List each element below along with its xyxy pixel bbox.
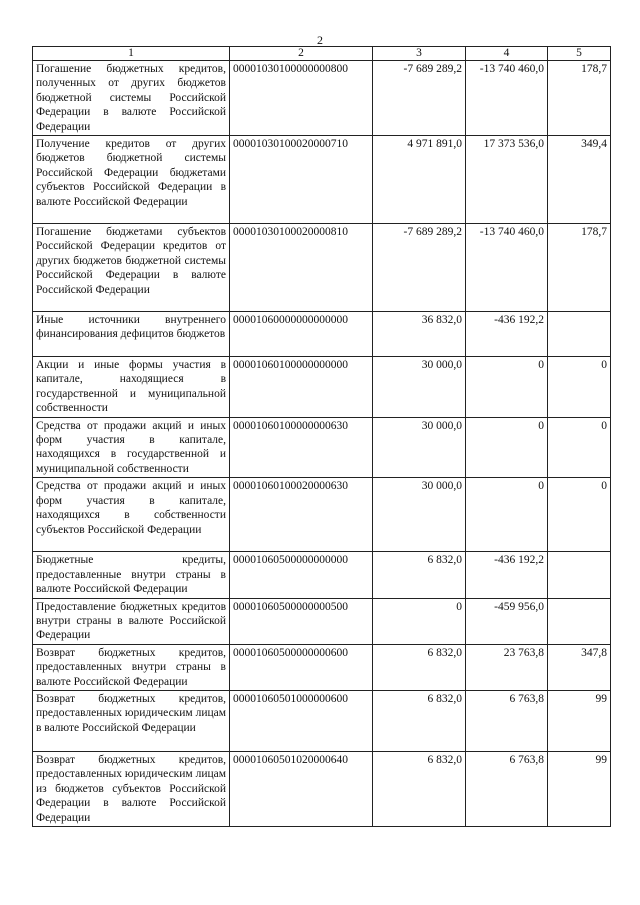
row-value-col3: 30 000,0 — [373, 478, 466, 552]
row-value-col5: 99 — [548, 751, 611, 826]
row-value-col4: 0 — [466, 417, 548, 478]
row-name: Возврат бюджетных кредитов, предоставленных внутри страны в валюте Российской Федерации — [33, 644, 230, 690]
column-header-1: 1 — [33, 47, 230, 61]
row-value-col5: 178,7 — [548, 61, 611, 136]
table-row — [33, 417, 611, 478]
row-code: 00001060500000000600 — [230, 644, 373, 690]
row-name: Средства от продажи акций и иных форм участия в капитале, находящихся в государственной и муниципальной собственности — [33, 417, 230, 478]
row-code: 00001060100000000630 — [230, 417, 373, 478]
row-name: Средства от продажи акций и иных форм участия в капитале, находящихся в собственности субъектов Российской Федерации — [33, 478, 230, 552]
row-name: Предоставление бюджетных кредитов внутри страны в валюте Российской Федерации — [33, 598, 230, 644]
row-value-col5: 99 — [548, 690, 611, 751]
row-value-col5 — [548, 552, 611, 598]
row-code: 00001060100020000630 — [230, 478, 373, 552]
row-code: 00001060501000000600 — [230, 690, 373, 751]
row-value-col5: 0 — [548, 417, 611, 478]
row-value-col4: 0 — [466, 478, 548, 552]
row-value-col4: -13 740 460,0 — [466, 61, 548, 136]
row-code: 00001030100020000810 — [230, 224, 373, 312]
row-name: Акции и иные формы участия в капитале, находящиеся в государственной и муниципальной собственности — [33, 357, 230, 418]
budget-sources-table — [32, 46, 611, 827]
row-value-col4: -459 956,0 — [466, 598, 548, 644]
table-row — [33, 598, 611, 644]
row-value-col5: 347,8 — [548, 644, 611, 690]
row-value-col3: 6 832,0 — [373, 644, 466, 690]
row-name: Иные источники внутреннего финансирования дефицитов бюджетов — [33, 312, 230, 357]
page-number: 2 — [317, 33, 323, 47]
row-code: 00001030100000000800 — [230, 61, 373, 136]
table-header-row — [33, 47, 611, 61]
row-value-col3: 6 832,0 — [373, 552, 466, 598]
row-value-col5 — [548, 312, 611, 357]
row-value-col3: -7 689 289,2 — [373, 224, 466, 312]
column-header-3: 3 — [373, 47, 466, 61]
row-value-col4: 6 763,8 — [466, 751, 548, 826]
row-value-col3: 30 000,0 — [373, 357, 466, 418]
row-value-col4: 17 373 536,0 — [466, 136, 548, 224]
row-name: Погашение бюджетных кредитов, полученных от других бюджетов бюджетной системы Российской Федерации в валюте Российской Федерации — [33, 61, 230, 136]
row-value-col4: -436 192,2 — [466, 312, 548, 357]
row-value-col4: -13 740 460,0 — [466, 224, 548, 312]
table-row — [33, 61, 611, 136]
row-value-col4: -436 192,2 — [466, 552, 548, 598]
table-row — [33, 136, 611, 224]
row-name: Получение кредитов от других бюджетов бюджетной системы Российской Федерации бюджетами субъектов Российской Федерации в валюте Российской Федерации — [33, 136, 230, 224]
row-value-col3: -7 689 289,2 — [373, 61, 466, 136]
row-value-col3: 0 — [373, 598, 466, 644]
row-value-col3: 6 832,0 — [373, 690, 466, 751]
table-row — [33, 644, 611, 690]
column-header-4: 4 — [466, 47, 548, 61]
column-header-2: 2 — [230, 47, 373, 61]
table-row — [33, 478, 611, 552]
row-value-col4: 0 — [466, 357, 548, 418]
table-row — [33, 690, 611, 751]
row-code: 00001060500000000500 — [230, 598, 373, 644]
row-code: 00001060000000000000 — [230, 312, 373, 357]
column-header-5: 5 — [548, 47, 611, 61]
table-row — [33, 224, 611, 312]
row-value-col3: 4 971 891,0 — [373, 136, 466, 224]
row-value-col5 — [548, 598, 611, 644]
row-code: 00001060500000000000 — [230, 552, 373, 598]
row-name: Возврат бюджетных кредитов, предоставленных юридическим лицам в валюте Российской Федерации — [33, 690, 230, 751]
row-name: Возврат бюджетных кредитов, предоставленных юридическим лицам из бюджетов субъектов Российской Федерации в валюте Российской Федерации — [33, 751, 230, 826]
row-value-col3: 30 000,0 — [373, 417, 466, 478]
table-row — [33, 552, 611, 598]
table-row — [33, 751, 611, 826]
row-name: Погашение бюджетами субъектов Российской Федерации кредитов от других бюджетов бюджетной системы Российской Федерации в валюте Российской Федерации — [33, 224, 230, 312]
row-value-col5: 178,7 — [548, 224, 611, 312]
row-value-col4: 6 763,8 — [466, 690, 548, 751]
table-row — [33, 312, 611, 357]
row-value-col3: 36 832,0 — [373, 312, 466, 357]
row-value-col5: 0 — [548, 478, 611, 552]
row-value-col5: 0 — [548, 357, 611, 418]
row-code: 00001030100020000710 — [230, 136, 373, 224]
row-code: 00001060100000000000 — [230, 357, 373, 418]
row-value-col5: 349,4 — [548, 136, 611, 224]
row-code: 00001060501020000640 — [230, 751, 373, 826]
row-value-col3: 6 832,0 — [373, 751, 466, 826]
row-name: Бюджетные кредиты, предоставленные внутри страны в валюте Российской Федерации — [33, 552, 230, 598]
row-value-col4: 23 763,8 — [466, 644, 548, 690]
table-row — [33, 357, 611, 418]
